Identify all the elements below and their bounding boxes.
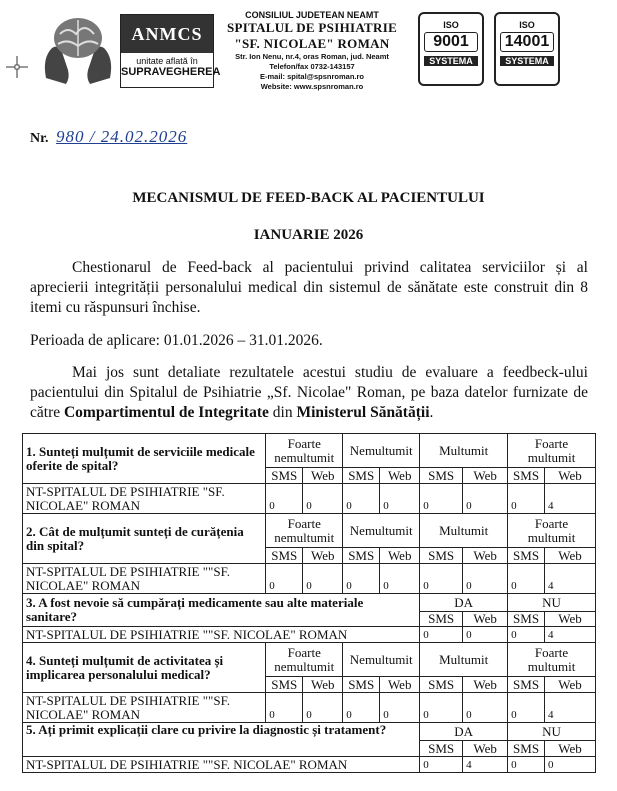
q4-sms-3: SMS	[420, 677, 463, 693]
q1-sms-3: SMS	[420, 468, 463, 484]
q1-data-row	[23, 484, 596, 514]
hospital-brain-hands-logo	[38, 8, 118, 88]
nr-handwritten-value: 980 / 24.02.2026	[56, 127, 188, 146]
q4-question: 4. Sunteți mulțumit de activitatea și implicarea personalului medical?	[23, 643, 266, 693]
hospital-email: E-mail: spital@spsnroman.ro	[259, 72, 364, 81]
details-paragraph	[30, 363, 588, 423]
q4-scale-2: Nemultumit	[343, 643, 420, 677]
q3-val-3: 0	[508, 627, 545, 643]
q4-web-2: Web	[380, 677, 420, 693]
q2-web-3: Web	[463, 548, 508, 564]
iso1-label: ISO	[443, 20, 459, 30]
q4-hospital-name: NT-SPITALUL DE PSIHIATRIE ""SF. NICOLAE" ROMAN	[23, 693, 266, 723]
q3-web-1: Web	[463, 612, 508, 627]
q5-hospital-name: NT-SPITALUL DE PSIHIATRIE ""SF. NICOLAE" ROMAN	[23, 757, 420, 773]
q4-web-4: Web	[545, 677, 596, 693]
q1-sms-1: SMS	[266, 468, 303, 484]
q4-val-8: 4	[545, 693, 596, 723]
q2-val-4: 0	[380, 564, 420, 594]
document-subtitle: IANUARIE 2026	[253, 227, 364, 243]
q4-val-5: 0	[420, 693, 463, 723]
q4-sms-1: SMS	[266, 677, 303, 693]
q1-val-7: 0	[508, 484, 545, 514]
hospital-header	[216, 10, 408, 92]
q2-val-2: 0	[303, 564, 343, 594]
q1-web-2: Web	[380, 468, 420, 484]
q1-val-5: 0	[420, 484, 463, 514]
q1-val-3: 0	[343, 484, 380, 514]
q2-web-2: Web	[380, 548, 420, 564]
details-text-c: din	[268, 404, 297, 421]
q4-val-2: 0	[303, 693, 343, 723]
q2-val-5: 0	[420, 564, 463, 594]
q4-sms-2: SMS	[343, 677, 380, 693]
q5-sms-2: SMS	[508, 741, 545, 757]
q1-web-1: Web	[303, 468, 343, 484]
q2-question: 2. Cât de mulțumit sunteți de curățenia din spital?	[23, 514, 266, 564]
council-name: CONSILIUL JUDETEAN NEAMT	[245, 10, 379, 20]
q3-sms-1: SMS	[420, 612, 463, 627]
q3-no: NU	[508, 594, 596, 612]
q1-scale-3: Multumit	[420, 434, 508, 468]
q1-scale-2: Nemultumit	[343, 434, 420, 468]
q2-val-1: 0	[266, 564, 303, 594]
q2-val-3: 0	[343, 564, 380, 594]
q3-hospital-name: NT-SPITALUL DE PSIHIATRIE ""SF. NICOLAE" ROMAN	[23, 627, 420, 643]
iso-9001-badge	[418, 12, 484, 86]
q2-sms-4: SMS	[508, 548, 545, 564]
q2-web-4: Web	[545, 548, 596, 564]
period-paragraph: Perioada de aplicare: 01.01.2026 – 31.01.2026.	[30, 332, 323, 349]
q1-web-3: Web	[463, 468, 508, 484]
q5-data-row	[23, 757, 596, 773]
q2-hospital-name: NT-SPITALUL DE PSIHIATRIE ""SF. NICOLAE" ROMAN	[23, 564, 266, 594]
q2-header-row	[23, 514, 596, 548]
q5-no: NU	[508, 723, 596, 741]
q3-sms-2: SMS	[508, 612, 545, 627]
q5-header-row	[23, 723, 596, 741]
q4-web-1: Web	[303, 677, 343, 693]
anmcs-logo-text: ANMCS	[121, 15, 213, 53]
q3-header-row	[23, 594, 596, 612]
iso1-number: 9001	[424, 32, 478, 52]
details-text-ministry: Ministerul Sănătății	[296, 404, 430, 421]
hospital-website: Website: www.spsnroman.ro	[260, 82, 364, 91]
q1-question: 1. Sunteți mulțumit de serviciile medicale oferite de spital?	[23, 434, 266, 484]
anmcs-logo	[120, 14, 221, 88]
details-text-a: Mai jos sunt detaliate rezultatele acestui studiu de evaluare a feedbeck-ului pacientului din Spitalul de Psihiatrie „Sf. Nicolae" Roman, pe baza datelor furnizate de către	[30, 364, 588, 421]
q2-scale-4: Foarte multumit	[508, 514, 596, 548]
q5-val-4: 0	[545, 757, 596, 773]
details-text-e: .	[429, 404, 434, 421]
q2-val-7: 0	[508, 564, 545, 594]
document-title: MECANISMUL DE FEED-BACK AL PACIENTULUI	[132, 190, 485, 206]
q1-hospital-name: NT-SPITALUL DE PSIHIATRIE "SF. NICOLAE" ROMAN	[23, 484, 266, 514]
nr-label: Nr.	[30, 131, 49, 146]
q2-scale-2: Nemultumit	[343, 514, 420, 548]
q5-val-2: 4	[463, 757, 508, 773]
q4-header-row	[23, 643, 596, 677]
q3-val-2: 0	[463, 627, 508, 643]
details-text-compartment: Compartimentul de Integritate	[63, 404, 269, 421]
q1-web-4: Web	[545, 468, 596, 484]
registration-number	[30, 127, 187, 147]
anmcs-line1: unitate aflată în	[136, 56, 198, 66]
q3-val-1: 0	[420, 627, 463, 643]
hospital-phone: Telefon/fax 0732-143157	[269, 62, 355, 71]
q1-val-8: 4	[545, 484, 596, 514]
q2-sms-2: SMS	[343, 548, 380, 564]
q2-web-1: Web	[303, 548, 343, 564]
q2-sms-3: SMS	[420, 548, 463, 564]
q5-yes: DA	[420, 723, 508, 741]
q1-header-row	[23, 434, 596, 468]
q4-val-6: 0	[463, 693, 508, 723]
q5-sms-1: SMS	[420, 741, 463, 757]
q2-scale-1: Foarte nemultumit	[266, 514, 343, 548]
crosshair-mark	[6, 56, 28, 78]
q4-scale-4: Foarte multumit	[508, 643, 596, 677]
q5-val-1: 0	[420, 757, 463, 773]
q2-data-row	[23, 564, 596, 594]
q4-data-row	[23, 693, 596, 723]
q2-sms-1: SMS	[266, 548, 303, 564]
q1-scale-4: Foarte multumit	[508, 434, 596, 468]
q1-val-4: 0	[380, 484, 420, 514]
q4-scale-3: Multumit	[420, 643, 508, 677]
q4-val-3: 0	[343, 693, 380, 723]
q4-sms-4: SMS	[508, 677, 545, 693]
iso2-label: ISO	[519, 20, 535, 30]
q1-val-1: 0	[266, 484, 303, 514]
hospital-address: Str. Ion Nenu, nr.4, oras Roman, jud. Neamt	[235, 52, 389, 61]
iso-14001-badge	[494, 12, 560, 86]
intro-paragraph: Chestionarul de Feed-back al pacientului privind calitatea serviciilor și al aprecierii integrității personalului medical din sistemul de sănătate este construit din 8 itemi cu răspunsuri închise.	[30, 259, 588, 316]
iso1-brand: SYSTEMA	[424, 56, 478, 66]
q3-yes: DA	[420, 594, 508, 612]
q3-data-row	[23, 627, 596, 643]
q4-val-7: 0	[508, 693, 545, 723]
q3-question: 3. A fost nevoie să cumpărați medicamente sau alte materiale sanitare?	[23, 594, 420, 627]
q2-scale-3: Multumit	[420, 514, 508, 548]
iso2-brand: SYSTEMA	[500, 56, 554, 66]
iso2-number: 14001	[500, 32, 554, 52]
q4-val-4: 0	[380, 693, 420, 723]
q3-web-2: Web	[545, 612, 596, 627]
q2-val-6: 0	[463, 564, 508, 594]
hospital-name-line2: "SF. NICOLAE" ROMAN	[234, 36, 390, 51]
q5-question: 5. Ați primit explicații clare cu privire la diagnostic și tratament?	[23, 723, 420, 757]
q5-web-1: Web	[463, 741, 508, 757]
q1-val-2: 0	[303, 484, 343, 514]
hospital-name-line1: SPITALUL DE PSIHIATRIE	[226, 20, 398, 35]
q2-val-8: 4	[545, 564, 596, 594]
anmcs-line2: SUPRAVEGHEREA	[121, 66, 221, 78]
q1-sms-2: SMS	[343, 468, 380, 484]
feedback-results-table	[22, 433, 596, 773]
q4-val-1: 0	[266, 693, 303, 723]
q1-scale-1: Foarte nemultumit	[266, 434, 343, 468]
q4-web-3: Web	[463, 677, 508, 693]
q1-val-6: 0	[463, 484, 508, 514]
q1-sms-4: SMS	[508, 468, 545, 484]
q4-scale-1: Foarte nemultumit	[266, 643, 343, 677]
q5-val-3: 0	[508, 757, 545, 773]
q3-val-4: 4	[545, 627, 596, 643]
q5-web-2: Web	[545, 741, 596, 757]
